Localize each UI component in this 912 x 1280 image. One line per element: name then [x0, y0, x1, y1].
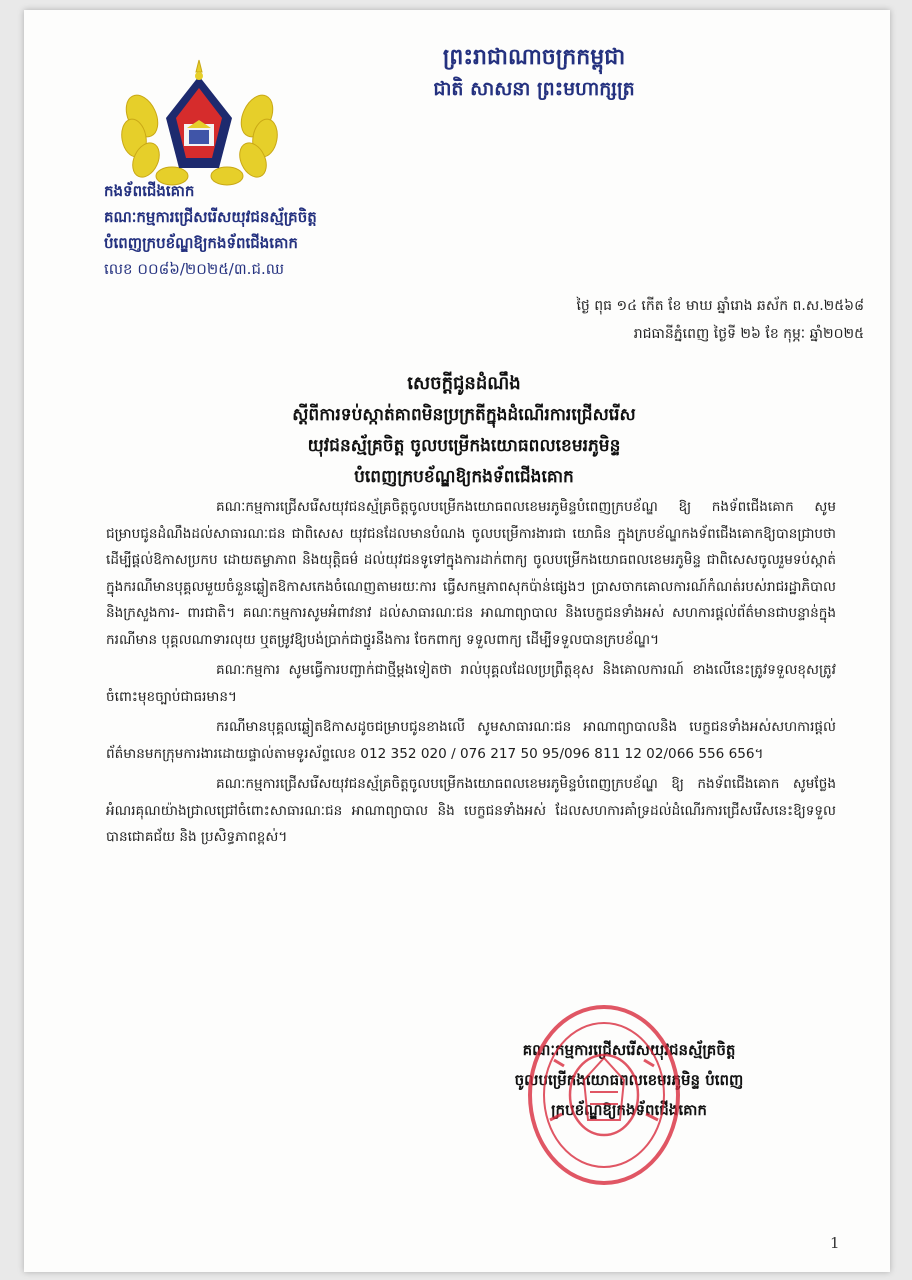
notice-subject-line-2: យុវជនស្ម័គ្រចិត្ត ចូលបម្រើកងយោធពលខេមរភូមិន្ទ — [307, 436, 621, 456]
signature-line-1: គណៈកម្មការជ្រើសរើសយុវជនស្ម័គ្រចិត្ត — [522, 1041, 736, 1059]
army-emblem-icon — [112, 58, 287, 188]
issuer-block — [104, 178, 444, 282]
kingdom-title: ព្រះរាជាណាចក្រកម្ពុជា — [442, 45, 626, 70]
issuer-purpose: បំពេញក្របខ័ណ្ឌឱ្យកងទ័ពជើងគោក — [104, 234, 298, 252]
issuer-unit: កងទ័ពជើងគោក — [104, 182, 195, 200]
body-paragraph-3: ករណីមានបុគ្គលឆ្លៀតឱកាសដូចជម្រាបជូនខាងលើ សូមសាធារណៈជន អាណាព្យាបាលនិង បេក្ខជនទាំងអស់សហការផ្តល់ព័ត៌មានមកក្រុមការងារដោយផ្ទាល់តាមទូរស័ព្ទលេខ 012 352 020 / 076 217 50 95/096 811 12 02/066 556 656។ — [106, 719, 836, 762]
issuer-committee: គណៈកម្មការជ្រើសរើសយុវជនស្ម័គ្រចិត្ត — [104, 208, 317, 226]
body-paragraph-4: គណៈកម្មការជ្រើសរើសយុវជនស្ម័គ្រចិត្តចូលបម្រើកងយោធពលខេមរភូមិន្ទបំពេញក្របខ័ណ្ឌ ឱ្យ កងទ័ពជើងគោក សូមថ្លែងអំណរគុណយ៉ាងជ្រាលជ្រៅចំពោះសាធារណៈជន អាណាព្យាបាល និង បេក្ខជនទាំងអស់ ដែលសហការគាំទ្រដល់ដំណើរការជ្រើសរើសនេះឱ្យទទួលបានជោគជ័យ និង ប្រសិទ្ធភាពខ្ពស់។ — [106, 776, 836, 845]
national-motto: ជាតិ សាសនា ព្រះមហាក្សត្រ — [433, 78, 635, 100]
notice-subject-line-1: ស្តីពីការទប់ស្កាត់គាពមិនប្រក្រតីក្នុងដំណើរការជ្រើសរើស — [292, 405, 636, 425]
date-block — [444, 292, 864, 348]
notice-title-block — [204, 368, 724, 493]
signature-line-3: ក្របខ័ណ្ឌឱ្យកងទ័ពជើងគោក — [551, 1101, 707, 1119]
document-page — [24, 10, 890, 1272]
signature-line-2: ចូលបម្រើកងយោធពលខេមរភូមិន្ទ បំពេញ — [514, 1071, 744, 1089]
reference-number: លេខ ០០៨៦/២០២៥/៣.ជ.ឈ — [104, 260, 285, 278]
notice-subject-line-3: បំពេញក្របខ័ណ្ឌឱ្យកងទ័ពជើងគោក — [354, 467, 574, 487]
solar-date: រាជធានីភ្នំពេញ ថ្ងៃទី ២៦ ខែ កុម្ភៈ ឆ្នាំ២០២៥ — [633, 326, 864, 342]
official-stamp-icon — [524, 1000, 684, 1190]
notice-body — [106, 494, 836, 851]
body-paragraph-2: គណៈកម្មការ សូមធ្វើការបញ្ជាក់ជាថ្មីម្តងទៀតថា រាល់បុគ្គលដែលប្រព្រឹត្តខុស និងគោលការណ៍ ខាងលើនេះត្រូវទទួលខុសត្រូវ ចំពោះមុខច្បាប់ជាធរមាន។ — [106, 662, 836, 705]
page-number: 1 — [830, 1234, 840, 1252]
notice-title: សេចក្តីជូនដំណឹង — [407, 373, 521, 394]
lunar-date: ថ្ងៃ ពុធ ១៤ កើត ខែ មាឃ ឆ្នាំរោង ឆស័ក ព.ស.២៥៦៨ — [576, 298, 864, 314]
body-paragraph-1: គណៈកម្មការជ្រើសរើសយុវជនស្ម័គ្រចិត្តចូលបម្រើកងយោធពលខេមរភូមិន្ទបំពេញក្របខ័ណ្ឌ ឱ្យ កងទ័ពជើងគោក សូមជម្រាបជូនដំណឹងដល់សាធារណៈជន ជាពិសេស យុវជនដែលមានបំណង ចូលបម្រើការងារជា យោធិន ក្នុងក្របខ័ណ្ឌកងទ័ពជើងគោកឱ្យបានជ្រាបថា ដើម្បីផ្តល់ឱកាសប្រកប ដោយតម្លាភាព និងយុត្តិធម៌ ដល់យុវជនទូទៅក្នុងការដាក់ពាក្យ ចូលបម្រើកងយោធពលខេមរភូមិន្ទ ជាពិសេសចូលរួមទប់ស្កាត់ ក្នុងករណីមានបុគ្គលមួយចំនួនឆ្លៀតឱកាសកេងចំណេញតាមរយៈការ ធ្វើសកម្មភាពសុកប៉ាន់ផ្សេងៗ ប្រាសចាកគោលការណ៍កំណត់របស់រាជរដ្ឋាភិបាល និងក្រសួងការ- ពារជាតិ។ គណៈកម្មការសូមអំពាវនាវ ដល់សាធារណៈជន អាណាព្យាបាល និងបេក្ខជនទាំងអស់ សហការផ្តល់ព័ត៌មានជាបន្ទាន់ក្នុង ករណីមាន បុគ្គលណាទារលុយ ឬតម្រូវឱ្យបង់ប្រាក់ជាថ្នូរនឹងការ ចែកពាក្យ ទទួលពាក្យ ដើម្បីទទួលបានក្របខ័ណ្ឌ។ — [106, 499, 836, 648]
